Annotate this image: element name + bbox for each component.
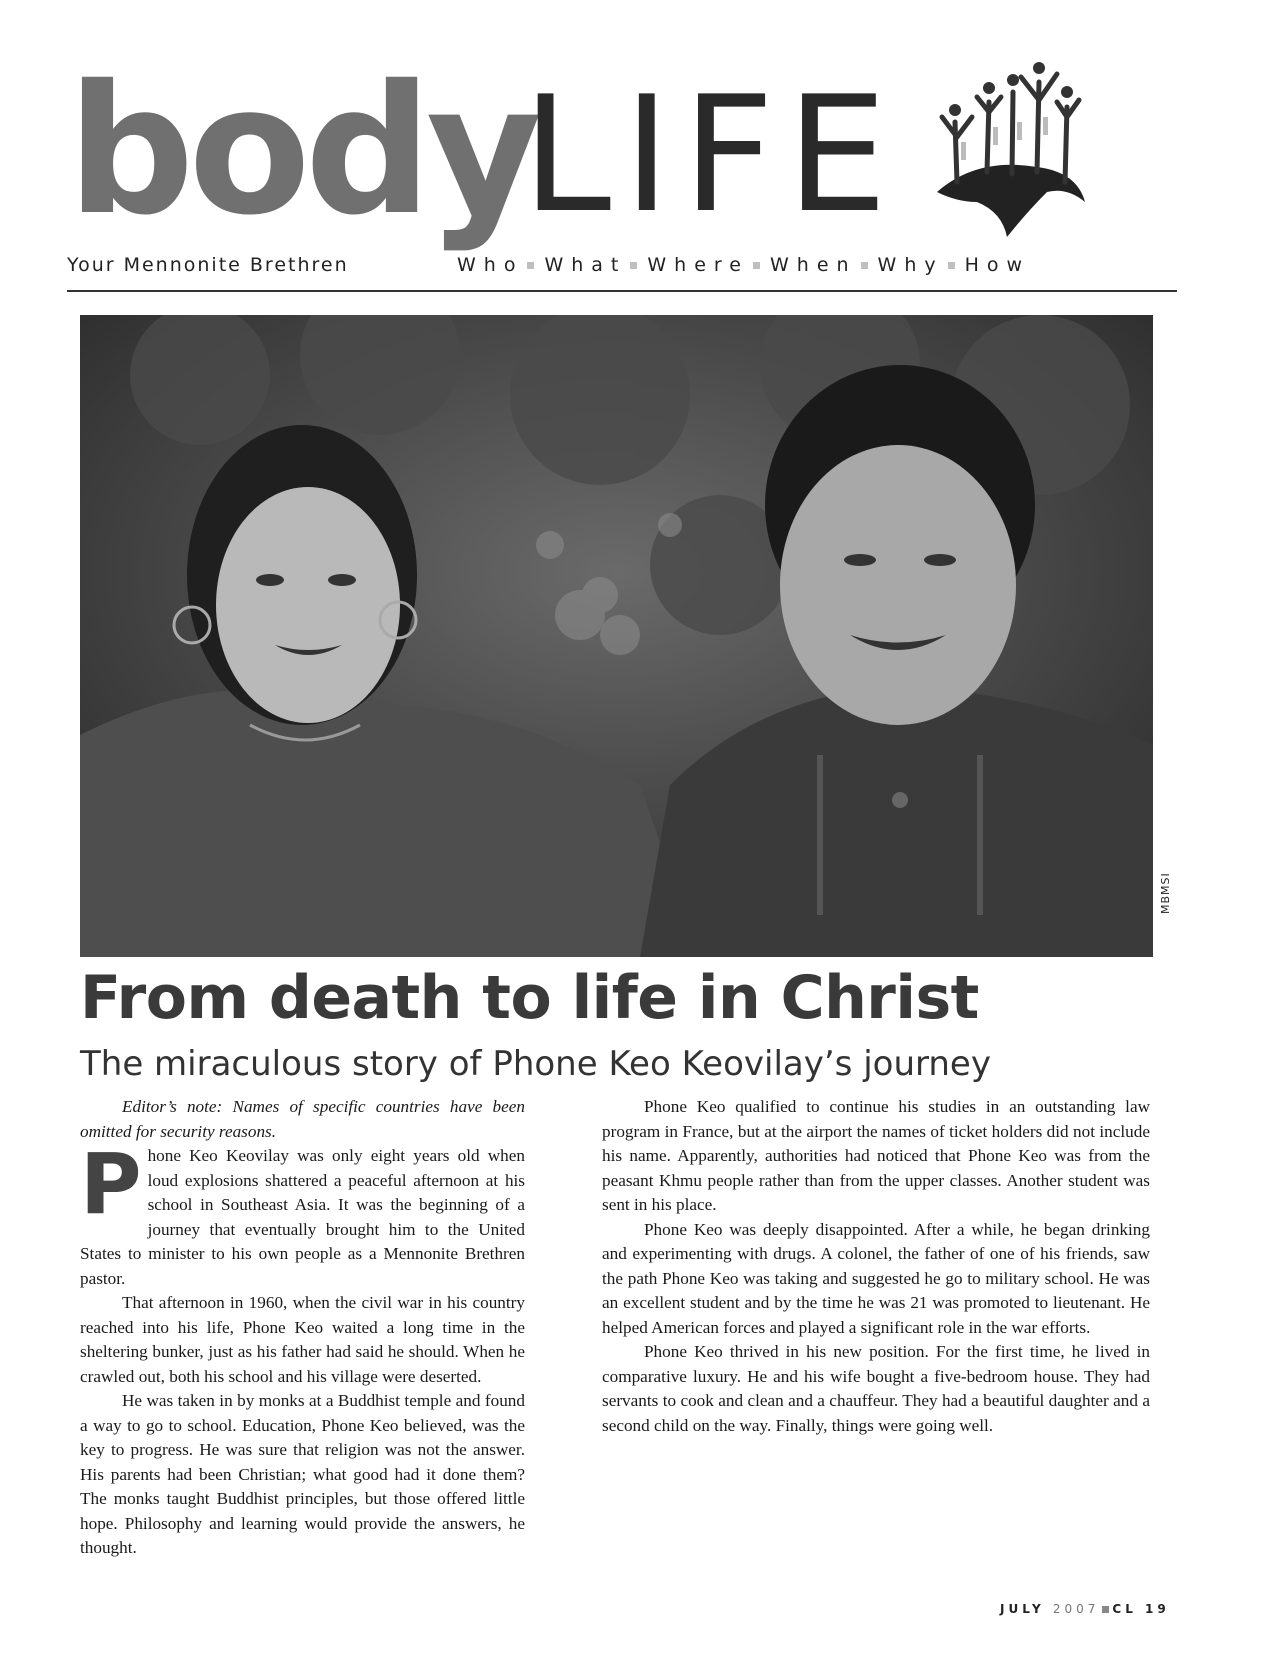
- nav-when: When: [769, 254, 857, 276]
- footer-month: JULY: [1000, 1602, 1045, 1616]
- footer-page: CL 19: [1112, 1602, 1170, 1616]
- article-paragraph: Phone Keo thrived in his new position. For the first time, he lived in comparative luxury. He and his wife bought a five-bedroom house. They had servants to cook and clean and a chauffeur. They had a beautiful daughter and a second child on the way. Finally, things were going well.: [602, 1342, 1150, 1435]
- nav-where: Where: [647, 254, 749, 276]
- logo-life-text: LIFE: [522, 61, 900, 248]
- nav-separator: [861, 262, 868, 269]
- logo-figures-icon: [917, 62, 1087, 242]
- article-paragraph: Phone Keo qualified to continue his studies in an outstanding law program in France, but at the airport the names of ticket holders did not include his name. Apparently, authorities had noticed that Phone Keo was from the peasant Khmu people rather than from the upper classes. Another student was sent in his place.: [602, 1097, 1150, 1214]
- article-paragraph: Phone Keo was deeply disappointed. After a while, he began drinking and experimenting with drugs. A colonel, the father of one of his friends, saw the path Phone Keo was taking and suggested he go to military school. He was an excellent student and by the time he was 21 was promoted to lieutenant. He helped American forces and played a significant role in the war efforts.: [602, 1219, 1150, 1337]
- logo-body-text: body: [67, 47, 537, 254]
- nav-separator: [527, 262, 534, 269]
- article-paragraph: He was taken in by monks at a Buddhist temple and found a way to go to school. Education, Phone Keo believed, was the key to progress. He was sure that religion was not the answer. His parents had been Christian; what good had it done them? The monks taught Buddhist principles, but those offered little hope. Philosophy and learning would provide the answers, he thought.: [80, 1391, 525, 1557]
- nav-separator: [753, 262, 760, 269]
- masthead-nav: [457, 254, 1030, 276]
- nav-why: Why: [877, 254, 944, 276]
- article-subhead: The miraculous story of Phone Keo Keovilay’s journey: [80, 1044, 991, 1084]
- article-photo: [80, 315, 1153, 957]
- nav-how: How: [964, 254, 1031, 276]
- nav-separator: [948, 262, 955, 269]
- article-column-left: [80, 1095, 525, 1561]
- page-footer: [1000, 1602, 1170, 1616]
- article-paragraph: [80, 1135, 525, 1291]
- footer-separator: [1102, 1606, 1109, 1613]
- drop-cap: P: [80, 1135, 142, 1233]
- article-paragraph: That afternoon in 1960, when the civil war in his country reached into his life, Phone Keo waited a long time in the sheltering bunker, just as his father had said he should. When he crawled out, both his school and his village were deserted.: [80, 1293, 525, 1386]
- nav-what: What: [544, 254, 627, 276]
- nav-who: Who: [457, 254, 524, 276]
- masthead-divider: [67, 290, 1177, 292]
- article-headline: From death to life in Christ: [80, 963, 979, 1033]
- editor-note: Editor’s note: Names of specific countries have been omitted for security reasons.: [80, 1097, 525, 1141]
- nav-separator: [630, 262, 637, 269]
- masthead: [67, 47, 1187, 292]
- photo-credit: MBMSI: [1159, 872, 1172, 914]
- footer-year: 2007: [1052, 1602, 1100, 1616]
- article-column-right: [602, 1095, 1150, 1438]
- masthead-tagline: Your Mennonite Brethren: [67, 254, 349, 276]
- paragraph-text: hone Keo Keovilay was only eight years old when loud explosions shattered a peaceful afternoon at his school in Southeast Asia. It was the beginning of a journey that eventually brought him to the United States to minister to his own people as a Mennonite Brethren pastor.: [80, 1146, 525, 1288]
